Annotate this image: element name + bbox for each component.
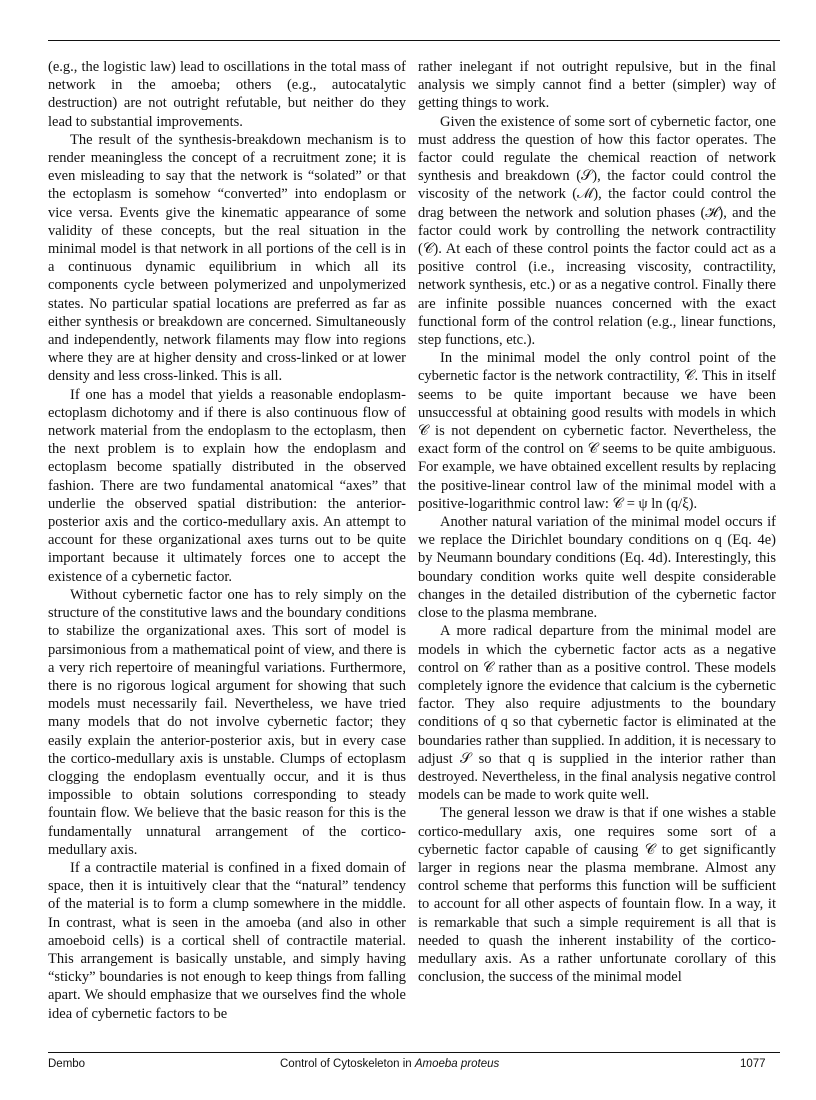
paragraph: In the minimal model the only control point of the cybernetic factor is the network contractility, 𝒞. This in itself seems to be quite important because we have been unsuccessful at obtaining good results with models in which 𝒞 is not dependent on cybernetic factor. Nevertheless, the exact form of the control on 𝒞 seems to be quite ambiguous. For example, we have obtained excellent results by replacing the positive-linear control law of the minimal model with a positive-logarithmic control law: 𝒞 = ψ ln (q/ξ). — [418, 350, 776, 512]
paragraph: If one has a model that yields a reasonable endoplasm-ectoplasm dichotomy and if there is also continuous flow of network material from the endoplasm to the ectoplasm, then the next problem is to explain how the endoplasm and ectoplasm become spatially distributed in the observed fashion. There are two fundamental anatomical “axes” that underlie the observed spatial distribution: the anterior-posterior axis and the cortico-medullary axis. An attempt to account for these organizational axes turns out to be quite important because it ultimately forces one to accept the existence of a cybernetic factor. — [48, 386, 406, 585]
right-column — [418, 58, 776, 986]
paragraph: rather inelegant if not outright repulsive, but in the final analysis we simply cannot find a better (simpler) way of getting things to work. — [418, 59, 776, 112]
paragraph: (e.g., the logistic law) lead to oscillations in the total mass of network in the amoeba; others (e.g., autocatalytic destruction) are not outright refutable, but neither do they lead to substantial improvements. — [48, 59, 406, 130]
left-column — [48, 58, 406, 1023]
page-number: 1077 — [740, 1058, 766, 1070]
paragraph: Given the existence of some sort of cybernetic factor, one must address the question of how this factor operates. The factor could regulate the chemical reaction of network synthesis and breakdown (𝒮), the factor could control the viscosity of the network (ℳ), the factor could control the drag between the network and solution phases (ℋ), and the factor could work by controlling the network contractility (𝒞). At each of these control points the factor could act as a positive control (i.e., increasing viscosity, contractility, network synthesis, etc.) or as a negative control. Finally there are infinite possible nuances concerned with the exact functional form of the control relation (e.g., linear functions, step functions, etc.). — [418, 113, 776, 349]
running-title-text: Control of Cytoskeleton in — [280, 1058, 415, 1070]
paragraph: A more radical departure from the minimal model are models in which the cybernetic factor acts as a negative control on 𝒞 rather than as a positive control. These models completely ignore the evidence that calcium is the cybernetic factor. They also require adjustments to the boundary conditions of q so that cybernetic factor is eliminated at the boundaries rather than supplied. In addition, it is necessary to adjust 𝒮 so that q is supplied in the interior rather than destroyed. Nevertheless, in the final analysis negative control models can be made to work quite well. — [418, 623, 776, 804]
paragraph: If a contractile material is confined in a fixed domain of space, then it is intuitively clear that the “natural” tendency of the material is to form a clump somewhere in the middle. In contrast, what is seen in the amoeba (and also in other amoeboid cells) is a cortical shell of contractile material. This arrangement is basically unstable, and simply having “sticky” boundaries is not enough to keep things from falling apart. We should emphasize that we ourselves find the whole idea of cybernetic factors to be — [48, 859, 406, 1022]
paragraph: Another natural variation of the minimal model occurs if we replace the Dirichlet boundary conditions on q (Eq. 4e) by Neumann boundary conditions (Eq. 4d). Interestingly, this boundary condition works quite well despite considerable changes in the detailed distribution of the cybernetic factor close to the plasma membrane. — [418, 514, 776, 622]
footer-running-title — [280, 1058, 499, 1070]
paragraph: Without cybernetic factor one has to rely simply on the structure of the constitutive laws and the boundary conditions to stabilize the organizational axes. This sort of model is parsimonious from a mathematical point of view, and there is a very rich repertoire of meaningful variations. Furthermore, there is no rigorous logical argument for showing that such models must necessarily fail. Nevertheless, we have tried many models that do not involve cybernetic factor; they easily explain the anterior-posterior axis, but in every case the cortico-medullary axis is unstable. Clumps of ectoplasm clogging the endoplasm eventually occur, and it is thus impossible to obtain solutions corresponding to steady fountain flow. We believe that the basic reason for this is the fundamentally unnatural arrangement of the cortico-medullary axis. — [48, 586, 406, 858]
footer-rule — [48, 1052, 780, 1053]
paragraph: The result of the synthesis-breakdown mechanism is to render meaningless the concept of a recruitment zone; it is even misleading to say that the network is “solated” or that the ectoplasm is somehow “converted” into endoplasm or vice versa. Events give the kinematic appearance of some validity of these concepts, but the real situation in the minimal model is that network in all portions of the cell is in a continuous dynamic equilibrium in which all its components cycle between polymerized and unpolymerized states. No particular spatial locations are preferred as far as either synthesis or breakdown are concerned. Simultaneously and independently, network filaments may flow into regions where they are at higher density and cross-linked or at lower density and less cross-linked. This is all. — [48, 131, 406, 385]
paragraph: The general lesson we draw is that if one wishes a stable cortico-medullary axis, one requires some sort of a cybernetic factor capable of causing 𝒞 to get significantly larger in regions near the plasma membrane. Almost any control scheme that performs this function will be sufficient to account for all other aspects of fountain flow. In a way, it is remarkable that such a simple requirement is all that is needed to quash the inherent instability of the cortico-medullary axis. As a rather unfortunate corollary of this conclusion, the success of the minimal model — [418, 805, 776, 986]
running-title-species: Amoeba proteus — [414, 1058, 500, 1070]
footer-author: Dembo — [48, 1058, 86, 1070]
top-rule — [48, 40, 780, 41]
